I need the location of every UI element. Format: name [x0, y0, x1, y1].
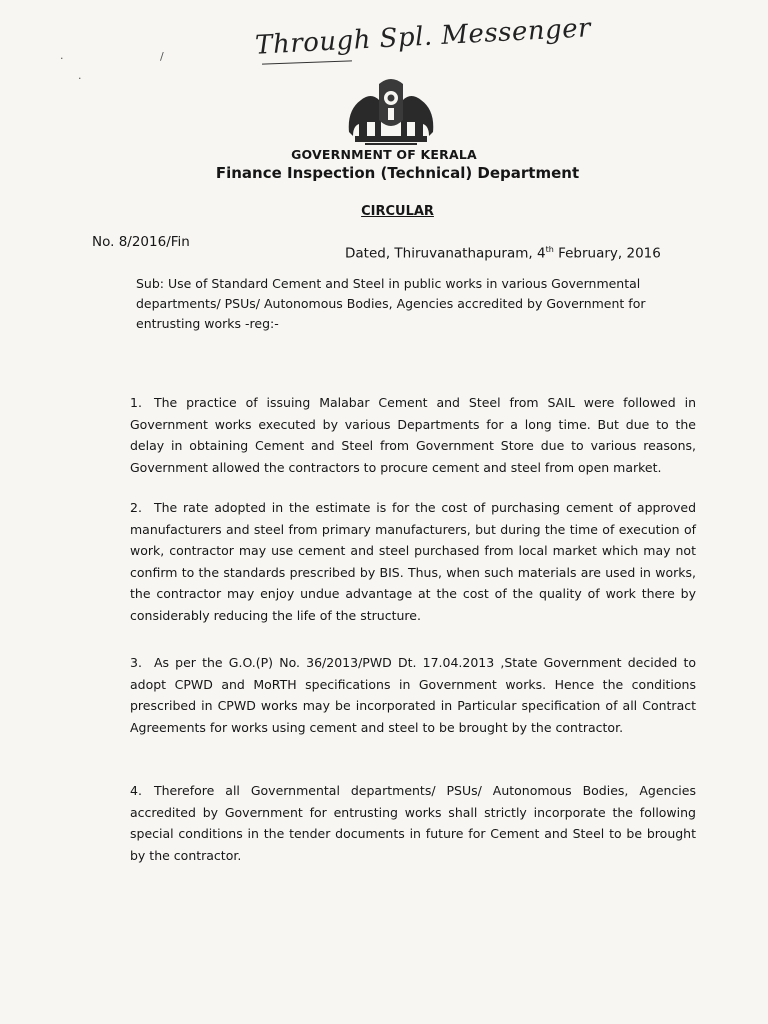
date-suffix: February, 2016	[553, 245, 661, 262]
document-type: CIRCULAR	[361, 204, 434, 219]
department-name: Finance Inspection (Technical) Department	[215, 164, 580, 182]
paragraph-text: The rate adopted in the estimate is for the cost of purchasing cement of approved manufacturers and steel from primary manufacturers, but during the time of execution of work, contractor may use cement and steel purchased from local market which may not confirm to the standards prescribed by BIS. Thus, when such materials are used in works, the contractor may enjoy undue advantage at the cost of the quality of work there by considerably reducing the life of the structure.	[130, 500, 696, 623]
date-ordinal: th	[545, 245, 554, 254]
annotation-underline	[262, 60, 352, 64]
paragraph-4	[130, 780, 696, 866]
subject-line: Sub: Use of Standard Cement and Steel in public works in various Governmental departments/ PSUs/ Autonomous Bodies, Agencies accredited by Government for entrusting works -reg:-	[136, 276, 646, 331]
government-name: GOVERNMENT OF KERALA	[291, 147, 477, 162]
scan-speck: ·	[78, 72, 82, 85]
circular-date	[345, 245, 661, 262]
paragraph-number: 1.	[130, 395, 142, 410]
paragraph-number: 4.	[130, 783, 142, 798]
paragraph-text: The practice of issuing Malabar Cement and Steel from SAIL were followed in Government works executed by various Departments for a long time. But due to the delay in obtaining Cement and Steel from Government Store due to various reasons, Government allowed the contractors to procure cement and steel from open market.	[130, 395, 696, 475]
paragraph-3	[130, 652, 696, 738]
circular-number: No. 8/2016/Fin	[92, 234, 190, 250]
scan-speck: ·	[60, 52, 64, 65]
paragraph-text: Therefore all Governmental departments/ PSUs/ Autonomous Bodies, Agencies accredited by Government for entrusting works shall strictly incorporate the following special conditions in the tender documents in future for Cement and Steel to be brought by the contractor.	[130, 783, 696, 863]
state-emblem-icon	[345, 70, 437, 150]
scan-speck: /	[160, 50, 164, 63]
paragraph-number: 2.	[130, 500, 142, 515]
paragraph-text: As per the G.O.(P) No. 36/2013/PWD Dt. 17.04.2013 ,State Government decided to adopt CPWD and MoRTH specifications in Government works. Hence the conditions prescribed in CPWD works may be incorporated in Particular specification of all Contract Agreements for works using cement and steel to be brought by the contractor.	[130, 655, 696, 735]
paragraph-number: 3.	[130, 655, 142, 670]
date-prefix: Dated, Thiruvanathapuram, 4	[345, 245, 546, 262]
paragraph-1	[130, 392, 696, 478]
handwritten-annotation: Through Spl. Messenger	[254, 13, 592, 61]
paragraph-2	[130, 497, 696, 626]
